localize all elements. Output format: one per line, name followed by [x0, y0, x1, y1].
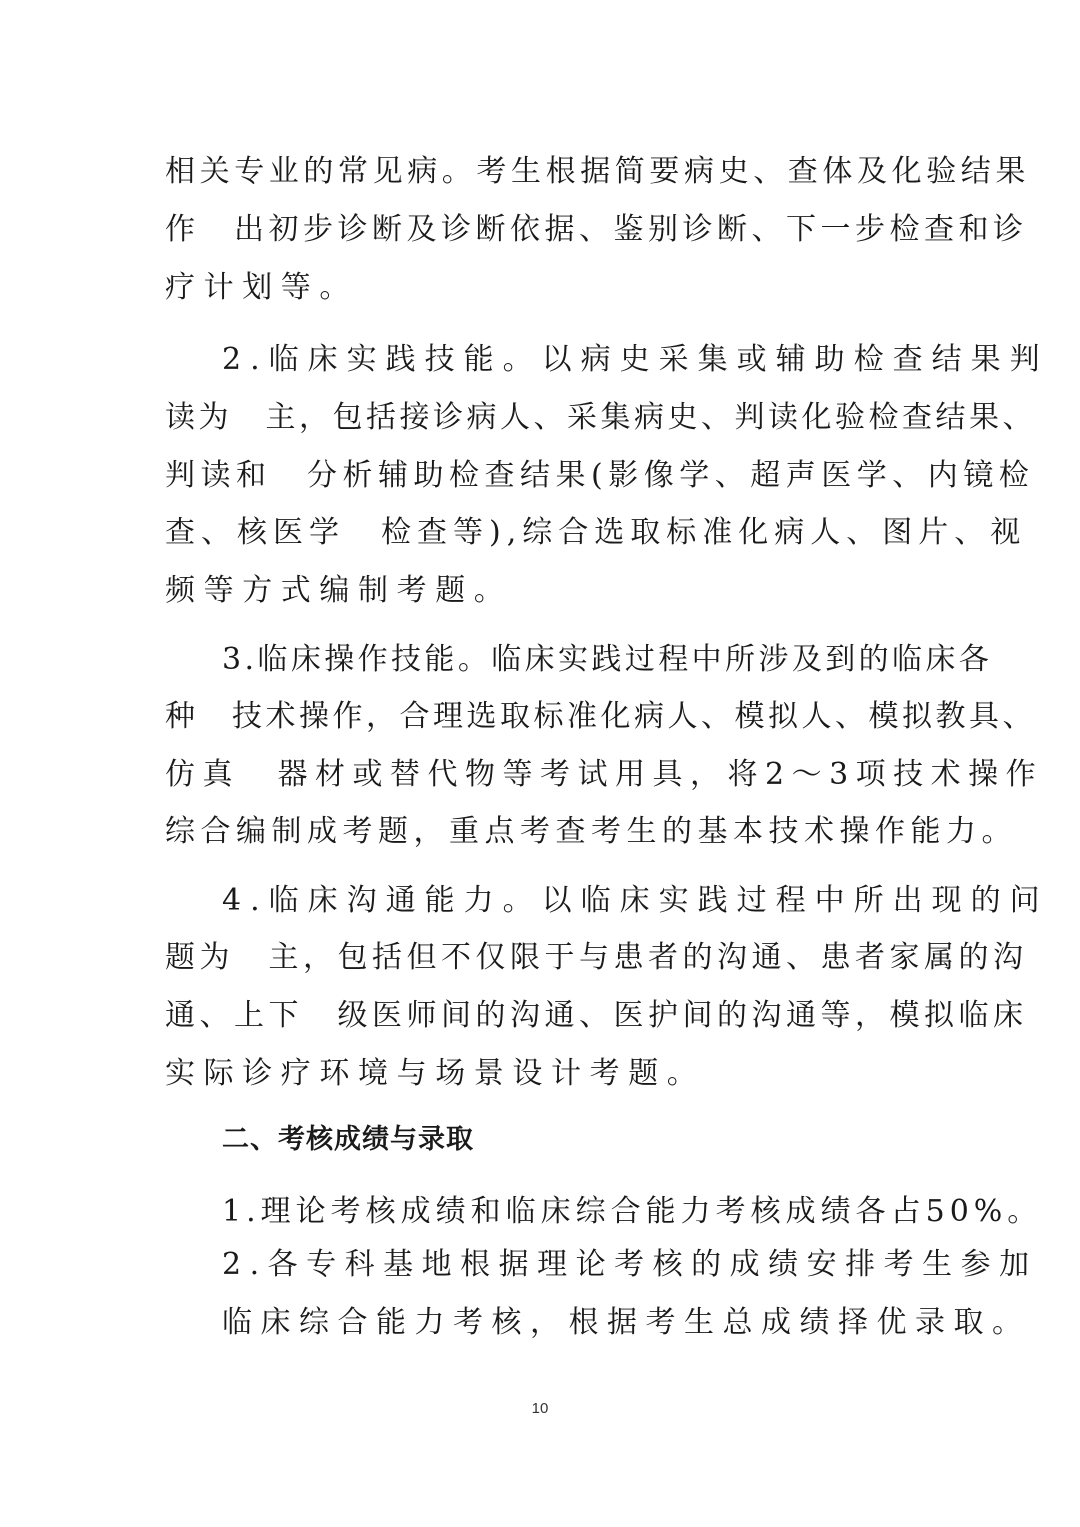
- paragraph-line: 频等方式编制考题。: [165, 573, 513, 608]
- paragraph-line: 综合编制成考题，重点考查考生的基本技术操作能力。: [165, 814, 1017, 849]
- paragraph-line: 判读和 分析辅助检查结果(影像学、超声医学、内镜检: [165, 458, 1035, 493]
- paragraph-line: 仿真 器材或替代物等考试用具，将2～3项技术操作: [165, 757, 1044, 792]
- paragraph-line: 实际诊疗环境与场景设计考题。: [165, 1056, 706, 1091]
- paragraph-line: 疗计划等。: [165, 270, 358, 305]
- paragraph-line: 题为 主，包括但不仅限于与患者的沟通、患者家属的沟: [165, 940, 1028, 975]
- paragraph-line: 3.临床操作技能。临床实践过程中所涉及到的临床各: [222, 642, 993, 677]
- paragraph-line: 1.理论考核成绩和临床综合能力考核成绩各占50%。: [222, 1194, 1043, 1229]
- page-number: 10: [531, 1400, 549, 1417]
- paragraph-line: 相关专业的常见病。考生根据简要病史、查体及化验结果: [165, 154, 1030, 189]
- paragraph-line: 查、核医学 检查等),综合选取标准化病人、图片、视: [165, 515, 1027, 550]
- paragraph-line: 读为 主，包括接诊病人、采集病史、判读化验检查结果、: [165, 400, 1036, 435]
- paragraph-line: 作 出初步诊断及诊断依据、鉴别诊断、下一步检查和诊: [165, 212, 1028, 247]
- paragraph-line: 临床综合能力考核，根据考生总成绩择优录取。: [222, 1305, 1031, 1340]
- paragraph-line: 通、上下 级医师间的沟通、医护间的沟通等，模拟临床: [165, 998, 1028, 1033]
- paragraph-line: 2.临床实践技能。以病史采集或辅助检查结果判: [222, 342, 1049, 377]
- paragraph-line: 2.各专科基地根据理论考核的成绩安排考生参加: [222, 1247, 1038, 1282]
- section-heading: 二、考核成绩与录取: [222, 1124, 474, 1155]
- paragraph-line: 4.临床沟通能力。以临床实践过程中所出现的问: [222, 883, 1049, 918]
- paragraph-line: 种 技术操作，合理选取标准化病人、模拟人、模拟教具、: [165, 699, 1036, 734]
